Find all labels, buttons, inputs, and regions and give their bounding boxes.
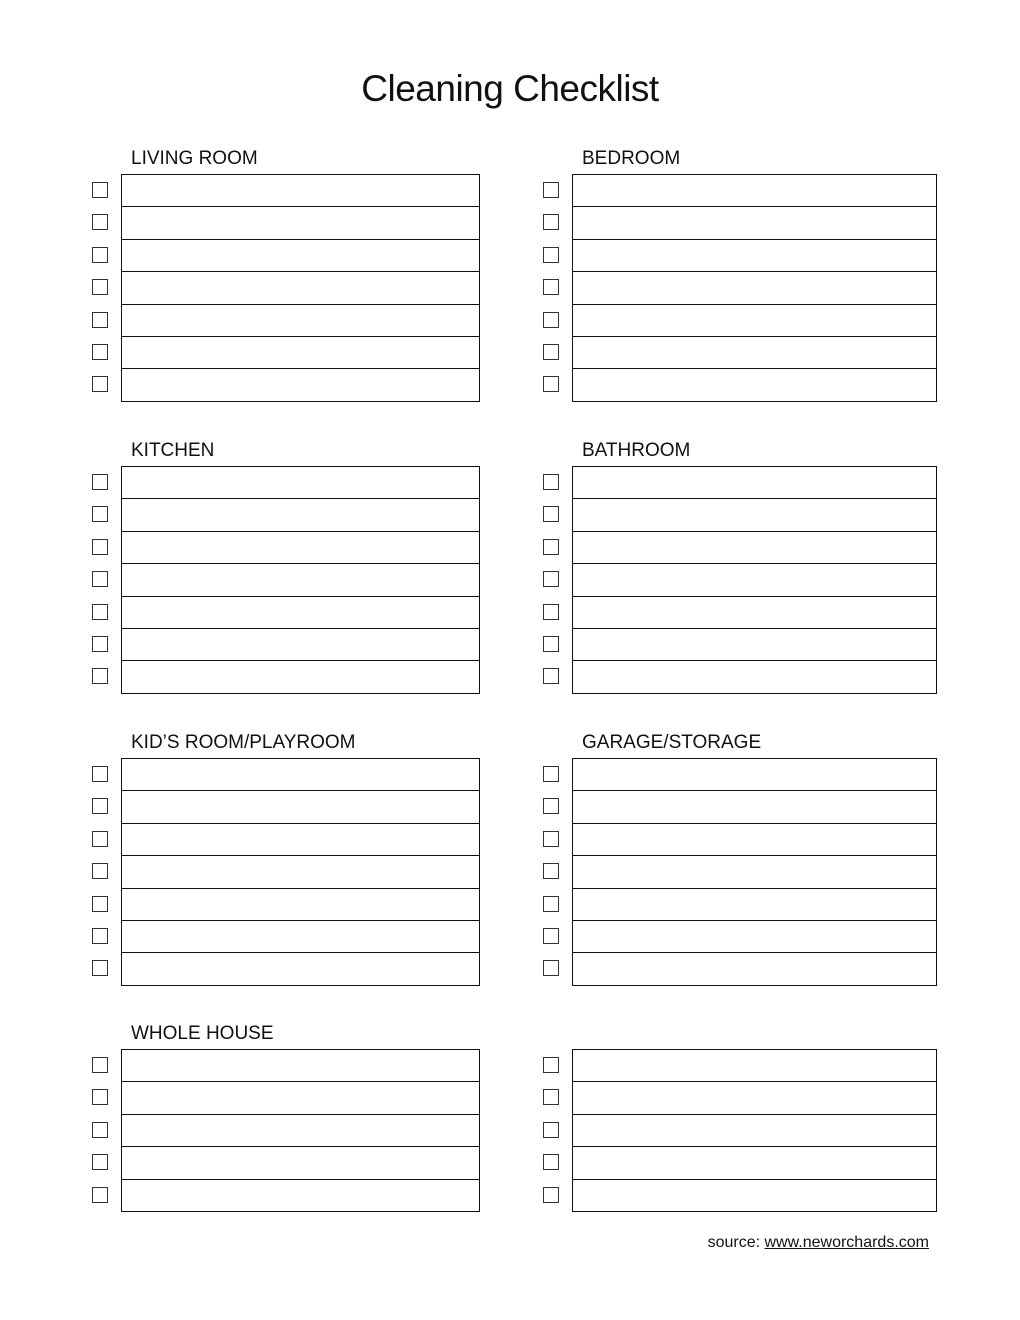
task-entry-field[interactable] (121, 239, 480, 272)
task-entry-field[interactable] (572, 888, 937, 921)
checkbox[interactable] (92, 766, 108, 782)
task-entry-field[interactable] (121, 855, 480, 888)
checkbox[interactable] (92, 247, 108, 263)
checkbox[interactable] (92, 474, 108, 490)
checkbox[interactable] (92, 896, 108, 912)
checkbox[interactable] (543, 247, 559, 263)
checkbox[interactable] (92, 668, 108, 684)
task-entry-field[interactable] (572, 823, 937, 856)
task-entry-field[interactable] (572, 174, 937, 207)
checkbox[interactable] (92, 312, 108, 328)
task-entry-field[interactable] (572, 563, 937, 596)
task-entry-field[interactable] (121, 1179, 480, 1212)
checkbox[interactable] (543, 344, 559, 360)
task-entry-field[interactable] (121, 596, 480, 629)
checkbox[interactable] (543, 831, 559, 847)
task-entry-field[interactable] (121, 628, 480, 661)
checkbox[interactable] (543, 960, 559, 976)
task-entry-field[interactable] (572, 855, 937, 888)
task-entry-field[interactable] (572, 596, 937, 629)
task-entry-field[interactable] (121, 368, 480, 401)
checkbox[interactable] (92, 1187, 108, 1203)
task-entry-field[interactable] (121, 531, 480, 564)
checkbox[interactable] (92, 831, 108, 847)
checkbox[interactable] (543, 214, 559, 230)
task-entry-field[interactable] (572, 304, 937, 337)
task-entry-field[interactable] (121, 466, 480, 499)
page-title: Cleaning Checklist (361, 68, 659, 109)
checkbox[interactable] (543, 312, 559, 328)
source-credit (708, 1234, 929, 1252)
checkbox[interactable] (92, 539, 108, 555)
checkbox[interactable] (543, 182, 559, 198)
checkbox[interactable] (543, 279, 559, 295)
task-entry-field[interactable] (572, 239, 937, 272)
checkbox[interactable] (543, 1187, 559, 1203)
task-entry-field[interactable] (572, 1081, 937, 1114)
task-entry-field[interactable] (121, 1114, 480, 1147)
checkbox[interactable] (92, 214, 108, 230)
task-entry-field[interactable] (572, 368, 937, 401)
checkbox[interactable] (92, 376, 108, 392)
checkbox[interactable] (92, 798, 108, 814)
checkbox[interactable] (543, 1122, 559, 1138)
checkbox[interactable] (92, 571, 108, 587)
task-entry-field[interactable] (572, 206, 937, 239)
checkbox[interactable] (543, 604, 559, 620)
checkbox[interactable] (92, 182, 108, 198)
task-entry-field[interactable] (572, 1049, 937, 1082)
task-entry-field[interactable] (572, 336, 937, 369)
task-entry-field[interactable] (121, 823, 480, 856)
task-entry-field[interactable] (121, 660, 480, 693)
task-entry-field[interactable] (572, 920, 937, 953)
checkbox[interactable] (543, 1089, 559, 1105)
section-heading: LIVING ROOM (131, 148, 258, 169)
checkbox[interactable] (543, 668, 559, 684)
checkbox[interactable] (92, 636, 108, 652)
section-heading: KITCHEN (131, 440, 215, 461)
checkbox[interactable] (92, 506, 108, 522)
task-entry-field[interactable] (572, 660, 937, 693)
task-entry-field[interactable] (121, 920, 480, 953)
task-entry-field[interactable] (121, 758, 480, 791)
task-entry-field[interactable] (572, 498, 937, 531)
task-entry-field[interactable] (121, 952, 480, 985)
checkbox[interactable] (92, 1057, 108, 1073)
checkbox[interactable] (92, 1154, 108, 1170)
checkbox[interactable] (543, 766, 559, 782)
checkbox[interactable] (543, 539, 559, 555)
task-entry-field[interactable] (121, 304, 480, 337)
task-entry-field[interactable] (572, 628, 937, 661)
checkbox[interactable] (543, 896, 559, 912)
task-entry-field[interactable] (572, 952, 937, 985)
task-entry-field[interactable] (121, 174, 480, 207)
checkbox[interactable] (92, 1122, 108, 1138)
task-entry-field[interactable] (121, 271, 480, 304)
checkbox[interactable] (92, 928, 108, 944)
checkbox[interactable] (92, 279, 108, 295)
checkbox[interactable] (543, 474, 559, 490)
source-link[interactable]: www.neworchards.com (764, 1234, 929, 1251)
section-heading: BATHROOM (582, 440, 691, 461)
task-entry-field[interactable] (121, 1146, 480, 1179)
section-heading: KID’S ROOM/PLAYROOM (131, 732, 356, 753)
task-entry-field[interactable] (121, 1049, 480, 1082)
task-entry-field[interactable] (572, 466, 937, 499)
checkbox[interactable] (543, 798, 559, 814)
source-label: source: (707, 1234, 761, 1251)
task-entry-field[interactable] (121, 206, 480, 239)
checkbox[interactable] (92, 344, 108, 360)
checkbox[interactable] (92, 1089, 108, 1105)
task-entry-field[interactable] (572, 271, 937, 304)
task-entry-field[interactable] (121, 1081, 480, 1114)
checkbox[interactable] (543, 863, 559, 879)
section-heading: GARAGE/STORAGE (582, 732, 762, 753)
task-entry-field[interactable] (572, 1146, 937, 1179)
checkbox[interactable] (543, 506, 559, 522)
checkbox[interactable] (543, 376, 559, 392)
task-entry-field[interactable] (121, 336, 480, 369)
task-entry-field[interactable] (572, 531, 937, 564)
checkbox[interactable] (543, 636, 559, 652)
section-heading: BEDROOM (582, 148, 681, 169)
task-entry-field[interactable] (572, 1114, 937, 1147)
checkbox[interactable] (543, 928, 559, 944)
section-heading: WHOLE HOUSE (131, 1023, 274, 1044)
checkbox[interactable] (543, 1154, 559, 1170)
task-entry-field[interactable] (572, 790, 937, 823)
task-entry-field[interactable] (121, 888, 480, 921)
task-entry-field[interactable] (121, 498, 480, 531)
task-entry-field[interactable] (121, 790, 480, 823)
task-entry-field[interactable] (572, 758, 937, 791)
task-entry-field[interactable] (121, 563, 480, 596)
checkbox[interactable] (92, 863, 108, 879)
task-entry-field[interactable] (572, 1179, 937, 1212)
checkbox[interactable] (92, 604, 108, 620)
checkbox[interactable] (543, 1057, 559, 1073)
checkbox[interactable] (92, 960, 108, 976)
checkbox[interactable] (543, 571, 559, 587)
